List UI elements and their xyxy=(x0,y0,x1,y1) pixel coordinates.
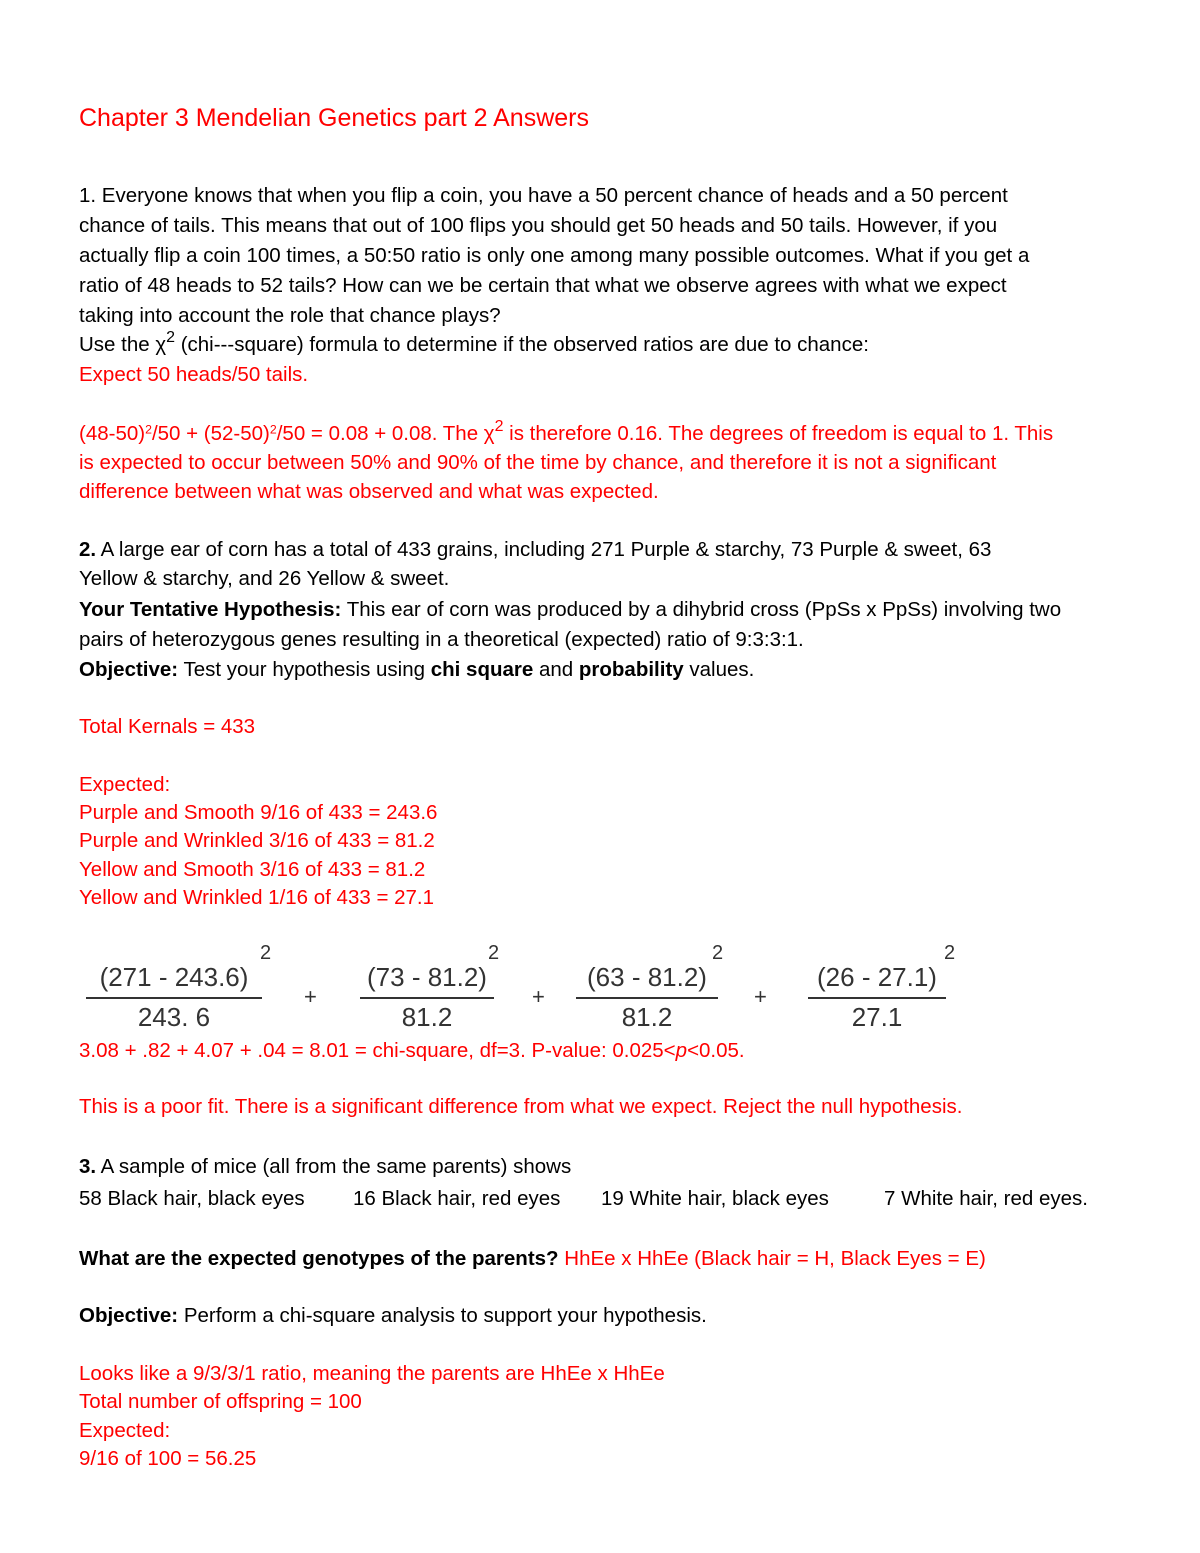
q2-conclusion: This is a poor fit. There is a significant difference from what we expect. Reject the null hypothesis. xyxy=(79,1095,963,1118)
fraction-numerator: (271 - 243.6) xyxy=(99,962,249,992)
q2-total-kernels: Total Kernals = 433 xyxy=(79,715,256,738)
q2-line-1 xyxy=(79,538,991,562)
q3-total: Total number of offspring = 100 xyxy=(79,1390,362,1413)
plus-sign: + xyxy=(304,984,317,1009)
fraction-exponent: 2 xyxy=(944,942,956,964)
q2-line-2: Yellow & starchy, and 26 Yellow & sweet. xyxy=(79,567,450,590)
q2-objective xyxy=(79,658,754,682)
chi-fraction-4 xyxy=(804,942,956,1032)
hypothesis-text: This ear of corn was produced by a dihybrid cross (PpSs x PpSs) involving two xyxy=(341,598,1062,621)
q3-text: A sample of mice (all from the same parents) shows xyxy=(96,1155,572,1178)
fraction-exponent: 2 xyxy=(260,942,272,964)
q1-calculation-line-2: is expected to occur between 50% and 90% of the time by chance, and therefore it is not a significant xyxy=(79,451,997,474)
q2-expected-item: Yellow and Wrinkled 1/16 of 433 = 27.1 xyxy=(79,886,435,909)
q1-chi-square-instruction xyxy=(79,329,869,357)
q3-question-text: What are the expected genotypes of the parents? xyxy=(79,1247,559,1270)
q3-expected-item: 9/16 of 100 = 56.25 xyxy=(79,1447,257,1470)
objective-label: Objective: xyxy=(79,658,179,681)
fraction-numerator: (26 - 27.1) xyxy=(817,962,937,992)
chi-fraction-2 xyxy=(356,942,498,1032)
plus-sign: + xyxy=(532,984,545,1009)
calc-sup-b: 2 xyxy=(269,422,277,437)
plus-sign: + xyxy=(754,984,767,1009)
fraction-denominator: 81.2 xyxy=(621,1002,673,1032)
page-title: Chapter 3 Mendelian Genetics part 2 Answers xyxy=(79,104,589,132)
q1-expectation: Expect 50 heads/50 tails. xyxy=(79,363,309,386)
objective-text: Perform a chi-square analysis to support your hypothesis. xyxy=(178,1304,707,1327)
objective-text-1: Test your hypothesis using xyxy=(178,658,431,681)
q1-line-1: 1. Everyone knows that when you flip a coin, you have a 50 percent chance of heads and a 50 percent xyxy=(79,184,1008,207)
q2-expected-item: Purple and Wrinkled 3/16 of 433 = 81.2 xyxy=(79,829,435,852)
result-text-end: <0.05. xyxy=(687,1039,745,1062)
q3-count: 16 Black hair, red eyes xyxy=(353,1187,561,1210)
fraction-numerator: (73 - 81.2) xyxy=(367,962,487,992)
q3-count: 58 Black hair, black eyes xyxy=(79,1187,305,1210)
q3-question xyxy=(79,1247,986,1271)
q2-expected-label: Expected: xyxy=(79,773,171,796)
fraction-bar xyxy=(576,997,718,999)
objective-bold-2: probability xyxy=(578,658,684,681)
q2-hypothesis-line-2: pairs of heterozygous genes resulting in a theoretical (expected) ratio of 9:3:3:1. xyxy=(79,628,804,651)
q1-line-2: chance of tails. This means that out of 100 flips you should get 50 heads and 50 tails. However, if you xyxy=(79,214,998,237)
objective-text-3: values. xyxy=(683,658,755,681)
q3-expected-label: Expected: xyxy=(79,1419,171,1442)
calc-part-c: /50 = 0.08 + 0.08. The χ xyxy=(276,422,495,445)
result-text: 3.08 + .82 + 4.07 + .04 = 8.01 = chi-square, df=3. P-value: 0.025< xyxy=(79,1039,676,1062)
chi-fraction-1 xyxy=(82,942,272,1032)
calc-sup-a: 2 xyxy=(145,422,152,437)
q2-hypothesis xyxy=(79,598,1061,622)
fraction-bar xyxy=(360,997,494,999)
q2-expected-item: Yellow and Smooth 3/16 of 433 = 81.2 xyxy=(79,858,426,881)
objective-text-2: and xyxy=(533,658,579,681)
hypothesis-label: Your Tentative Hypothesis: xyxy=(79,598,342,621)
q3-count: 7 White hair, red eyes. xyxy=(884,1187,1088,1210)
calc-part-d: is therefore 0.16. The degrees of freedom is equal to 1. This xyxy=(503,422,1054,445)
objective-label: Objective: xyxy=(79,1304,179,1327)
fraction-exponent: 2 xyxy=(488,942,500,964)
q3-ratio: Looks like a 9/3/3/1 ratio, meaning the parents are HhEe x HhEe xyxy=(79,1362,665,1385)
result-p-italic: p xyxy=(675,1039,688,1062)
fraction-denominator: 81.2 xyxy=(401,1002,453,1032)
fraction-bar xyxy=(808,997,946,999)
chi-text-post: (chi---square) formula to determine if the observed ratios are due to chance: xyxy=(175,333,869,356)
fraction-bar xyxy=(86,997,262,999)
q1-line-4: ratio of 48 heads to 52 tails? How can we be certain that what we observe agrees with what we expect xyxy=(79,274,1007,297)
q2-number: 2. xyxy=(79,538,97,561)
q3-objective xyxy=(79,1304,707,1328)
fraction-denominator: 27.1 xyxy=(851,1002,903,1032)
q3-answer: HhEe x HhEe (Black hair = H, Black Eyes = E) xyxy=(558,1247,986,1270)
q3-line-1 xyxy=(79,1155,571,1179)
q1-line-5: taking into account the role that chance plays? xyxy=(79,304,501,327)
q1-calculation-line-3: difference between what was observed and what was expected. xyxy=(79,480,659,503)
fraction-exponent: 2 xyxy=(712,942,724,964)
calc-sup-c: 2 xyxy=(494,418,504,436)
q1-calculation xyxy=(79,418,1054,446)
chi-text-pre: Use the χ xyxy=(79,333,167,356)
q3-count: 19 White hair, black eyes xyxy=(601,1187,829,1210)
fraction-numerator: (63 - 81.2) xyxy=(587,962,707,992)
calc-part-a: (48-50) xyxy=(79,422,146,445)
q3-number: 3. xyxy=(79,1155,97,1178)
chi-fraction-3 xyxy=(572,942,722,1032)
q2-text: A large ear of corn has a total of 433 grains, including 271 Purple & starchy, 73 Purple & sweet, 63 xyxy=(96,538,992,561)
fraction-denominator: 243. 6 xyxy=(137,1002,211,1032)
chi-superscript: 2 xyxy=(166,329,175,347)
q1-line-3: actually flip a coin 100 times, a 50:50 ratio is only one among many possible outcomes. What if you get a xyxy=(79,244,1030,267)
calc-part-b: /50 + (52-50) xyxy=(151,422,270,445)
objective-bold-1: chi square xyxy=(430,658,534,681)
q2-expected-item: Purple and Smooth 9/16 of 433 = 243.6 xyxy=(79,801,438,824)
q2-chi-square-result xyxy=(79,1039,745,1063)
